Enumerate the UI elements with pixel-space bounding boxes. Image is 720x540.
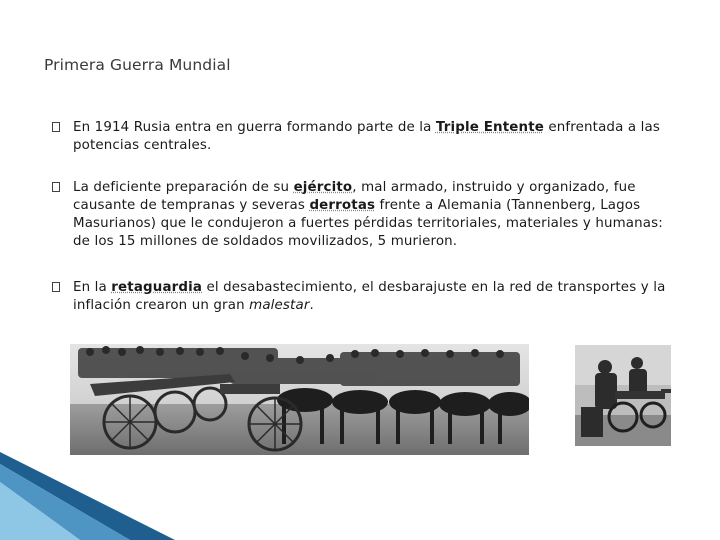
machine-gun-illustration bbox=[575, 345, 671, 446]
bullet-text bbox=[73, 119, 675, 155]
derrotas-link[interactable]: derrotas bbox=[309, 198, 376, 213]
bullet-marker-icon bbox=[52, 282, 60, 292]
bullet-text-segment: En 1914 Rusia entra en guerra formando parte de la bbox=[73, 120, 436, 135]
bullet-text bbox=[73, 279, 675, 315]
bullet-text-segment: . bbox=[309, 298, 314, 313]
malestar-text: malestar bbox=[249, 298, 310, 313]
artillery-horses-photo bbox=[70, 344, 529, 455]
bullet-text-segment: En la bbox=[73, 280, 112, 295]
artillery-horses-illustration bbox=[70, 344, 529, 455]
slide-title: Primera Guerra Mundial bbox=[44, 56, 231, 74]
bullet-text-segment: La deficiente preparación de su bbox=[73, 180, 294, 195]
bullet-text-segment: , mal armado, instruido y organizado, fue causante de tempranas y severas bbox=[73, 180, 636, 213]
bullet-text-segment: frente a Alemania (Tannenberg, Lagos Masurianos) que le condujeron a fuertes pérdidas territoriales, materiales y humanas: de los 15 millones de soldados movilizados, 5 murieron. bbox=[73, 198, 663, 249]
retaguardia-link[interactable]: retaguardia bbox=[111, 280, 203, 295]
triple-entente-link[interactable]: Triple Entente bbox=[435, 120, 544, 135]
bullet-marker-icon bbox=[52, 122, 60, 132]
bullet-text-segment: enfrentada a las potencias centrales. bbox=[73, 120, 660, 153]
ejercito-link[interactable]: ejército bbox=[293, 180, 353, 195]
decorative-blue-wedge bbox=[0, 440, 200, 540]
bullet-text bbox=[73, 179, 675, 251]
bullet-text-segment: el desabastecimiento, el desbarajuste en la red de transportes y la inflación crearon un gran bbox=[73, 280, 666, 313]
machine-gun-soldiers-photo bbox=[575, 345, 671, 446]
bullet-marker-icon bbox=[52, 182, 60, 192]
